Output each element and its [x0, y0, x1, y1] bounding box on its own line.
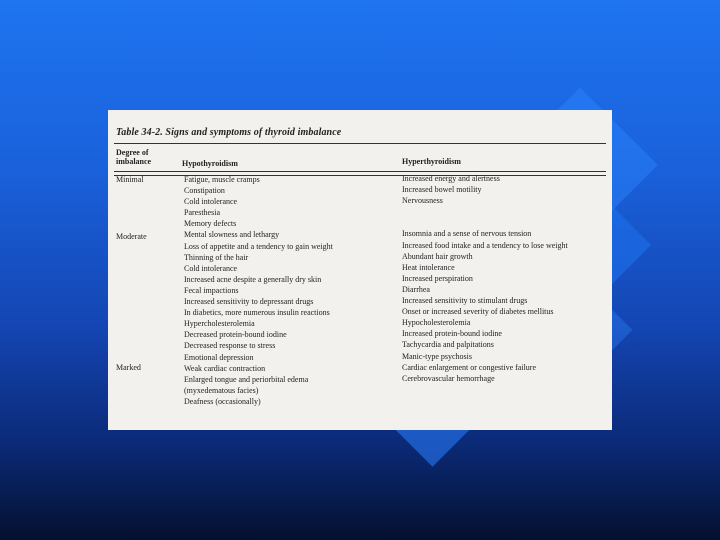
hypo-symptom: Fecal impactions [184, 285, 239, 295]
hyper-symptom: Diarrhea [402, 284, 430, 294]
hypo-symptom: Decreased response to stress [184, 341, 276, 351]
hypo-symptom: Thinning of the hair [184, 252, 249, 262]
table-rule [114, 171, 606, 172]
table-rule [114, 143, 606, 144]
hypothyroidism-header: Hypothyroidism [182, 159, 238, 168]
hyper-symptom: Hypocholesterolemia [402, 318, 471, 328]
level-minimal: Minimal [116, 175, 144, 184]
hyper-symptom: Increased protein-bound iodine [402, 329, 502, 339]
hyper-symptom: Insomnia and a sense of nervous tension [402, 229, 532, 239]
hypo-symptom: Loss of appetite and a tendency to gain weight [184, 241, 333, 251]
level-moderate: Moderate [116, 232, 147, 241]
hypo-symptom: Cold intolerance [184, 263, 238, 273]
hypo-symptom: (myxedematous facies) [184, 385, 259, 395]
hyperthyroidism-column [402, 173, 568, 384]
hyper-symptom [402, 217, 568, 228]
hyperthyroidism-header: Hyperthyroidism [402, 157, 461, 166]
hypo-symptom: Weak cardiac contraction [184, 363, 266, 373]
hypo-symptom: Increased acne despite a generally dry skin [184, 274, 322, 284]
table-title: Table 34-2. Signs and symptoms of thyroid imbalance [116, 127, 342, 138]
hypo-symptom: Paresthesia [184, 208, 220, 218]
hypo-symptom: Constipation [184, 186, 225, 196]
hypo-symptom: Deafness (occasionally) [184, 396, 261, 406]
hyper-symptom: Tachycardia and palpitations [402, 340, 494, 350]
hypo-symptom: Emotional depression [184, 352, 254, 362]
hypo-symptom: Enlarged tongue and periorbital edema [184, 374, 309, 384]
hyper-symptom: Increased bowel motility [402, 185, 482, 195]
hypo-symptom: Mental slowness and lethargy [184, 230, 280, 240]
hyper-symptom: Increased sensitivity to stimulant drugs [402, 296, 528, 306]
hypothyroidism-column [184, 174, 333, 407]
hyper-symptom: Cardiac enlargement or congestive failure [402, 362, 537, 372]
hyper-symptom [402, 206, 568, 217]
hyper-symptom: Increased energy and alertness [402, 174, 500, 183]
hypo-symptom: In diabetics, more numerous insulin reactions [184, 308, 330, 318]
hyper-symptom: Cerebrovascular hemorrhage [402, 373, 495, 383]
hyper-symptom: Manic-type psychosis [402, 351, 472, 361]
hypo-symptom: Decreased protein-bound iodine [184, 330, 287, 340]
degree-header: Degree of imbalance [116, 148, 152, 166]
level-marked: Marked [116, 363, 141, 372]
hypo-symptom: Memory defects [184, 219, 237, 229]
hypo-symptom: Increased sensitivity to depressant drugs [184, 297, 314, 307]
scanned-table-image [108, 110, 612, 430]
hyper-symptom: Heat intolerance [402, 262, 455, 272]
hyper-symptom: Onset or increased severity of diabetes mellitus [402, 307, 554, 317]
hypo-symptom: Hypercholesterolemia [184, 319, 255, 329]
hyper-symptom: Increased food intake and a tendency to lose weight [402, 240, 568, 250]
hypo-symptom: Fatigue, muscle cramps [184, 175, 260, 184]
hyper-symptom: Nervousness [402, 196, 443, 206]
hyper-symptom: Increased perspiration [402, 273, 473, 283]
hypo-symptom: Cold intolerance [184, 197, 238, 207]
hyper-symptom: Abundant hair growth [402, 251, 473, 261]
